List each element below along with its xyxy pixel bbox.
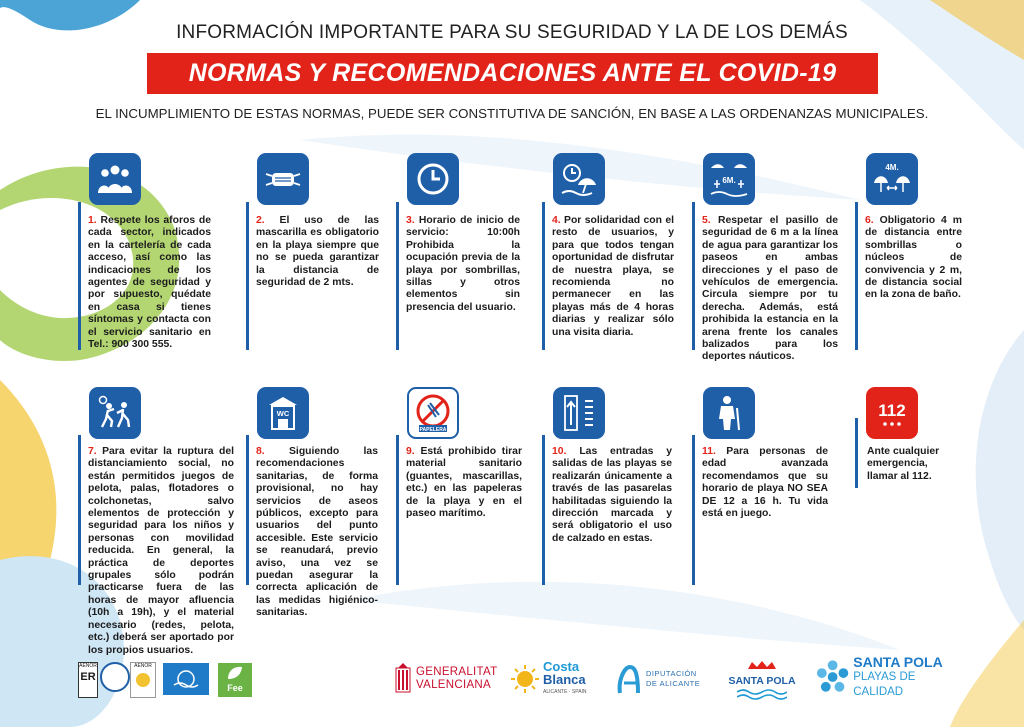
rule-10-text: [552, 446, 672, 545]
flower-wave-icon: [816, 659, 849, 695]
rule-11-divider: [692, 435, 695, 585]
rule-9-number: 9.: [406, 446, 415, 457]
rule-5-body: Respetar el pasillo de seguridad de 6 m a la línea de agua para garantizar los paseos en ambas direcciones y el paso de vehículos de emergencia. Circula siempre por tu derecha. Además, está prohibida la estancia en la arena frente los canales balizados para los deportes náuticos.: [702, 215, 838, 363]
rule-5-divider: [692, 202, 695, 350]
rule-5-number: 5.: [702, 215, 711, 226]
generalitat-logo: [394, 660, 504, 698]
beach-time-icon: [553, 153, 605, 205]
fee-badge: [218, 663, 252, 697]
rule-6-text: [865, 215, 962, 302]
generalitat-emblem-icon: [394, 662, 412, 696]
rule-2-body: El uso de las mascarilla es obligatorio en la playa siempre que no se pueda garantizar la distancia de seguridad de 2 mts.: [256, 215, 379, 289]
rule-8-body: Siguiendo las recomendaciones sanitarias, de forma provisional, no hay servicios de aseos públicos, excepto para usuarios del punto accesible. Este servicio se reanudará, previo aviso, una vez se puedan asegurar la correcta aplicación de las medidas higiénico-sanitarias.: [256, 446, 378, 619]
sun-icon: [510, 664, 540, 694]
aenor-environment-badge: [100, 662, 130, 692]
rule-8-text: [256, 446, 378, 620]
no-littering-icon: [407, 387, 459, 439]
aenor-badge-2: [130, 662, 156, 698]
rule-11-body: Para personas de edad avanzada recomendamos que su horario de playa NO SEA DE 12 a 16 h. Tu vida está en juego.: [702, 446, 828, 520]
rule-11-text: [702, 446, 828, 520]
ball-game-icon: [89, 387, 141, 439]
rule-1-text: [88, 215, 211, 351]
diputacion-line1: DIPUTACIÓN: [646, 669, 697, 678]
rule-8-divider: [246, 435, 249, 585]
alicante-spain-line: ALICANTE · SPAIN: [543, 688, 587, 695]
rule-10-number: 10.: [552, 446, 567, 457]
six-meter-corridor-icon: [703, 153, 755, 205]
blanca-line: Blanca: [543, 671, 586, 687]
rule-7-text: [88, 446, 234, 657]
playas-santa-pola-line: SANTA POLA: [853, 653, 943, 670]
wc-label: WC: [276, 409, 290, 418]
elderly-person-icon: [703, 387, 755, 439]
waves-icon: [737, 688, 787, 700]
rule-6-divider: [855, 202, 858, 350]
rule-5-text: [702, 215, 838, 364]
aenor-badge-text: AENOR: [79, 663, 97, 669]
rule-4-text: [552, 215, 674, 339]
generalitat-line1: GENERALITAT: [416, 666, 498, 678]
four-meter-umbrella-icon: [866, 153, 918, 205]
rule-4-divider: [542, 202, 545, 350]
santa-pola-logo: [726, 657, 798, 699]
wc-icon: [257, 387, 309, 439]
crown-icon: [744, 660, 780, 670]
one-way-arrow-icon: [553, 387, 605, 439]
blue-flag-badge: [163, 663, 209, 695]
rule-3-divider: [396, 202, 399, 350]
rule-9-text: [406, 446, 522, 520]
sanction-notice: EL INCUMPLIMIENTO DE ESTAS NORMAS, PUEDE SER CONSTITUTIVA DE SANCIÓN, EN BASE A LAS ORDENANZAS MUNICIPALES.: [95, 106, 929, 121]
rule-4-body: Por solidaridad con el resto de usuarios, y para que todos tengan oportunidad de disfrutar de nuestra playa, se recomienda no permanecer en las playas más de 4 horas diarias y realizar sólo una visita diaria.: [552, 215, 674, 338]
playas-de-calidad-logo: [816, 653, 966, 698]
emergency-text: [867, 446, 959, 483]
emergency-112-label: 112: [878, 401, 906, 420]
aenor-badge-2-text: AENOR: [134, 663, 152, 669]
generalitat-line2: VALENCIANA: [416, 679, 492, 691]
costa-line: Costa: [543, 658, 580, 674]
diputacion-a-icon: [616, 663, 642, 695]
header-top-line: INFORMACIÓN IMPORTANTE PARA SU SEGURIDAD Y LA DE LOS DEMÁS: [176, 22, 848, 43]
rule-7-body: Para evitar la ruptura del distanciamiento social, no están permitidos juegos de pelota, palas, flotadores o colchonetas, salvo elementos de protección y seguridad para los niños y personas con movilidad reducida. En general, la práctica de deportes grupales sólo podrán practicarse fuera de las horas de mayor afluencia (10h a 19h), y el material necesario (redes, pelota, etc.) deberá ser aportado por los propios usuarios.: [88, 446, 234, 656]
rule-2-divider: [246, 202, 249, 350]
rule-4-number: 4.: [552, 215, 561, 226]
title-banner: NORMAS Y RECOMENDACIONES ANTE EL COVID-19: [147, 53, 878, 94]
costa-blanca-logo: [510, 657, 600, 701]
rule-3-body: Horario de inicio de servicio: 10:00h Prohibida la ocupación previa de la playa por sombrillas, sillas y otros elementos sin presencia del usuario.: [406, 215, 520, 313]
rule-1-body: Respete los aforos de cada sector, indicados en la cartelería de cada acceso, así como las indicaciones de los agentes de seguridad y por supuesto, quédate en casa si tienes síntomas y contacta con el servicio sanitario en Tel.: 900 300 555.: [88, 215, 212, 351]
papelera-label: PAPELERA: [419, 426, 447, 433]
rule-2-text: [256, 215, 379, 289]
rule-7-divider: [78, 435, 81, 585]
rule-9-divider: [396, 435, 399, 585]
rule-3-text: [406, 215, 520, 314]
rule-1-divider: [78, 202, 81, 350]
emergency-body: Ante cualquier emergencia, llamar al 112.: [867, 446, 940, 482]
rule-9-body: Está prohibido tirar material sanitario (guantes, mascarillas, etc.) en las papeleras de la playa y en el paseo marítimo.: [406, 446, 523, 520]
face-mask-icon: [257, 153, 309, 205]
rule-6-body: Obligatorio 4 m de distancia entre sombrillas o núcleos de convivencia y 2 m, de distancia social en la zona de baño.: [865, 215, 962, 301]
rule-10-body: Las entradas y salidas de las playas se realizarán únicamente a través de las pasarelas habilitadas siguiendo la dirección marcada y será obligatorio el uso de calzado en estas.: [552, 446, 672, 544]
rule-6-number: 6.: [865, 215, 874, 226]
emergency-divider: [855, 418, 858, 488]
emergency-112-icon: [866, 387, 918, 439]
diputacion-logo: [616, 660, 712, 698]
four-meter-label: 4M.: [885, 163, 899, 172]
fee-badge-text: Fee: [227, 683, 243, 693]
aenor-badge: [78, 662, 98, 698]
rule-7-number: 7.: [88, 446, 97, 457]
clock-icon: [407, 153, 459, 205]
group-people-icon: [89, 153, 141, 205]
rule-2-number: 2.: [256, 215, 265, 226]
er-badge-text: ER: [80, 671, 96, 683]
rule-11-number: 11.: [702, 446, 716, 457]
six-meter-label: 6M.: [722, 176, 736, 185]
rule-1-number: 1.: [88, 215, 97, 226]
rule-3-number: 3.: [406, 215, 415, 226]
rule-8-number: 8.: [256, 446, 265, 457]
diputacion-line2: DE ALICANTE: [646, 679, 701, 688]
playas-de-calidad-line: PLAYAS DE CALIDAD: [853, 670, 916, 698]
santa-pola-label: SANTA POLA: [728, 675, 796, 687]
rule-10-divider: [542, 435, 545, 585]
